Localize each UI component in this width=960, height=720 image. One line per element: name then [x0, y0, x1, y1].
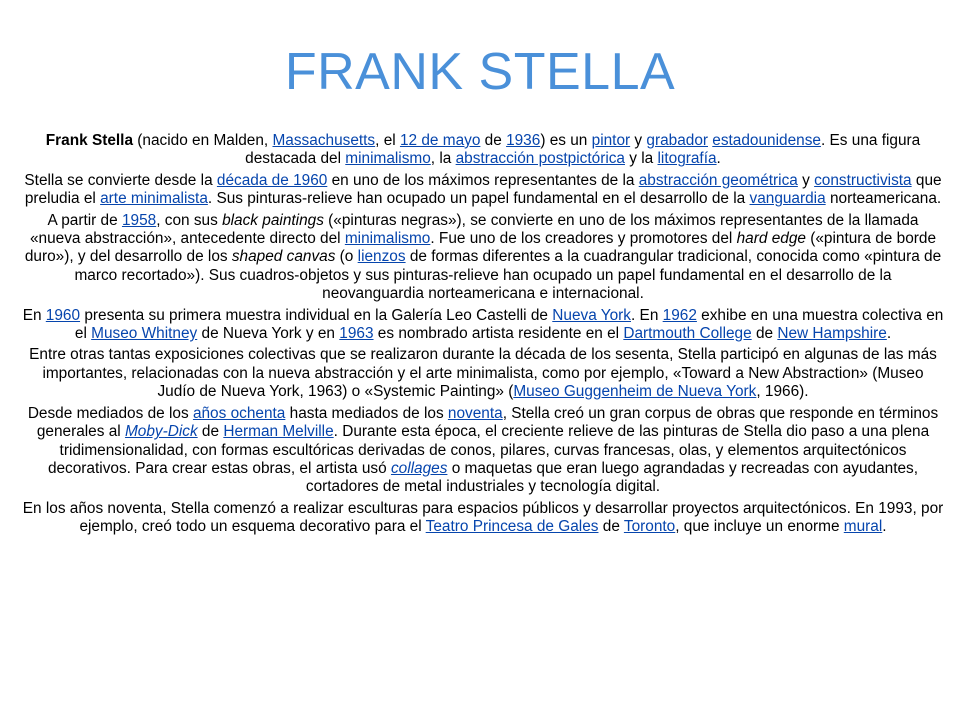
text-run: .	[886, 325, 892, 343]
wiki-link[interactable]: 12 de mayo	[399, 132, 481, 149]
wiki-link[interactable]: minimalismo	[344, 230, 431, 248]
text-run: y	[797, 171, 815, 189]
text-run: Desde mediados de los	[27, 404, 193, 422]
text-run: es nombrado artista residente en el	[373, 325, 624, 343]
text-run: A partir de	[47, 211, 122, 229]
wiki-link[interactable]: Museo Guggenheim de Nueva York	[513, 383, 757, 401]
wiki-link[interactable]: Museo Whitney	[91, 325, 198, 343]
text-run: .	[716, 150, 721, 168]
paragraph-black-paintings	[22, 212, 944, 304]
text-run: de	[480, 132, 507, 149]
wiki-link[interactable]: Massachusetts	[272, 132, 376, 149]
text-run: que preludia el	[24, 171, 942, 208]
text-run: En	[22, 306, 46, 324]
paragraph-1960s	[22, 172, 944, 209]
text-run: . Durante esta época, el creciente relieve de las pinturas de Stella dio paso a una plena tridimensionalidad, con formas escultóricas derivadas de conos, pilares, curvas francesas, olas, y elementos arquitectónicos decorativos. Para crear estas obras, el artista usó	[47, 423, 930, 477]
wiki-link[interactable]: Herman Melville	[223, 423, 334, 441]
text-run: de Nueva York y en	[197, 325, 340, 343]
text-run: de	[598, 518, 624, 536]
text-run: y la	[625, 150, 658, 168]
paragraph-collective-exhibitions	[22, 346, 944, 401]
text-run: de	[751, 325, 778, 343]
text-run: y	[630, 132, 647, 149]
text-run: . Sus pinturas-relieve han ocupado un papel fundamental en el desarrollo de la	[207, 190, 750, 208]
wiki-link[interactable]: Toronto	[623, 518, 676, 536]
wiki-link[interactable]: 1962	[662, 306, 697, 324]
text-run: , Stella creó un gran corpus de obras que responde en términos generales al	[36, 404, 939, 441]
slide-title: FRANK STELLA	[284, 43, 676, 101]
wiki-link[interactable]: estadounidense	[712, 132, 821, 149]
wiki-link[interactable]: grabador	[646, 132, 708, 149]
italic-text: black paintings	[222, 211, 324, 229]
italic-text: shaped canvas	[231, 248, 336, 266]
text-run: .	[882, 518, 887, 536]
text-run: de	[197, 423, 224, 441]
text-run: presenta su primera muestra individual en la Galería Leo Castelli de	[80, 306, 553, 324]
text-run: En los años noventa, Stella comenzó a realizar esculturas para espacios públicos y desarrollar proyectos arquitectónicos. En 1993, por ejemplo, creó todo un esquema decorativo para el	[22, 499, 944, 536]
wiki-link[interactable]: abstracción postpictórica	[455, 150, 625, 168]
wiki-link[interactable]: minimalismo	[345, 150, 431, 168]
text-run: hasta mediados de los	[285, 404, 448, 422]
wiki-link[interactable]: collages	[390, 459, 448, 477]
text-run: ) es un	[540, 132, 592, 149]
italic-text: hard edge	[736, 230, 806, 248]
wiki-link[interactable]: Nueva York	[552, 306, 631, 324]
wiki-link[interactable]: 1936	[506, 132, 541, 149]
text-run: , que incluye un enorme	[675, 518, 844, 536]
wiki-link[interactable]: Moby-Dick	[124, 423, 198, 441]
text-run: (o	[335, 248, 358, 266]
text-run: , el	[375, 132, 400, 149]
bold-text: Frank Stella	[45, 132, 134, 149]
wiki-link[interactable]: vanguardia	[749, 190, 826, 208]
text-run: Entre otras tantas exposiciones colectivas que se realizaron durante la década de los sesenta, Stella participó en algunas de las más importantes, relacionadas con la nueva abstracción y el arte minimalista, como por ejemplo, «Toward a New Abstraction» (Museo Judío de Nueva York, 1963) o «Systemic Painting» (	[29, 346, 937, 401]
wiki-link[interactable]: noventa	[447, 404, 503, 422]
text-run: exhibe en una muestra colectiva en el	[74, 306, 944, 343]
wiki-link[interactable]: mural	[843, 518, 883, 536]
text-run: (nacido en Malden,	[133, 132, 273, 149]
wiki-link[interactable]: Dartmouth College	[623, 325, 752, 343]
wiki-link[interactable]: litografía	[657, 150, 717, 168]
paragraph-intro	[22, 132, 944, 169]
text-run: («pinturas negras»), se convierte en uno de los máximos representantes de la llamada «nueva abstracción», antecedente directo del	[29, 211, 919, 248]
wiki-link[interactable]: años ochenta	[192, 404, 286, 422]
text-run: . En	[631, 306, 663, 324]
paragraph-exhibitions	[22, 307, 944, 344]
text-run: o maquetas que eran luego agrandadas y recreadas con ayudantes, cortadores de metal industriales y tecnología digital.	[305, 459, 919, 496]
paragraph-eighties-nineties	[22, 405, 944, 497]
wiki-link[interactable]: constructivista	[814, 171, 912, 189]
text-run: , con sus	[156, 211, 223, 229]
text-run: Stella se convierte desde la	[24, 171, 217, 189]
text-run: de formas diferentes a la cuadrangular tradicional, conocida como «pintura de marco recortado»). Sus cuadros-objetos y sus pinturas-relieve han ocupado un papel fundamental en el desarrollo de la neovanguardia norteamericana e internacional.	[74, 248, 942, 303]
text-run: en uno de los máximos representantes de la	[327, 171, 639, 189]
wiki-link[interactable]: 1963	[339, 325, 374, 343]
wiki-link[interactable]: 1960	[45, 306, 81, 324]
text-run: norteamericana.	[825, 190, 942, 208]
wiki-link[interactable]: New Hampshire	[777, 325, 887, 343]
wiki-link[interactable]: arte minimalista	[100, 190, 208, 208]
slide-body	[22, 132, 944, 540]
paragraph-public-works	[22, 500, 944, 537]
text-run: , 1966).	[756, 383, 809, 401]
wiki-link[interactable]: Teatro Princesa de Gales	[425, 518, 599, 536]
wiki-link[interactable]: pintor	[591, 132, 631, 149]
wiki-link[interactable]: lienzos	[357, 248, 406, 266]
text-run: . Fue uno de los creadores y promotores del	[430, 230, 737, 248]
text-run: («pintura de borde duro»), y del desarrollo de los	[24, 230, 937, 266]
wiki-link[interactable]: 1958	[121, 211, 157, 229]
text-run: . Es una figura destacada del	[245, 132, 921, 168]
wiki-link[interactable]: década de 1960	[216, 171, 328, 189]
text-run: , la	[430, 150, 456, 168]
wiki-link[interactable]: abstracción geométrica	[638, 171, 798, 189]
